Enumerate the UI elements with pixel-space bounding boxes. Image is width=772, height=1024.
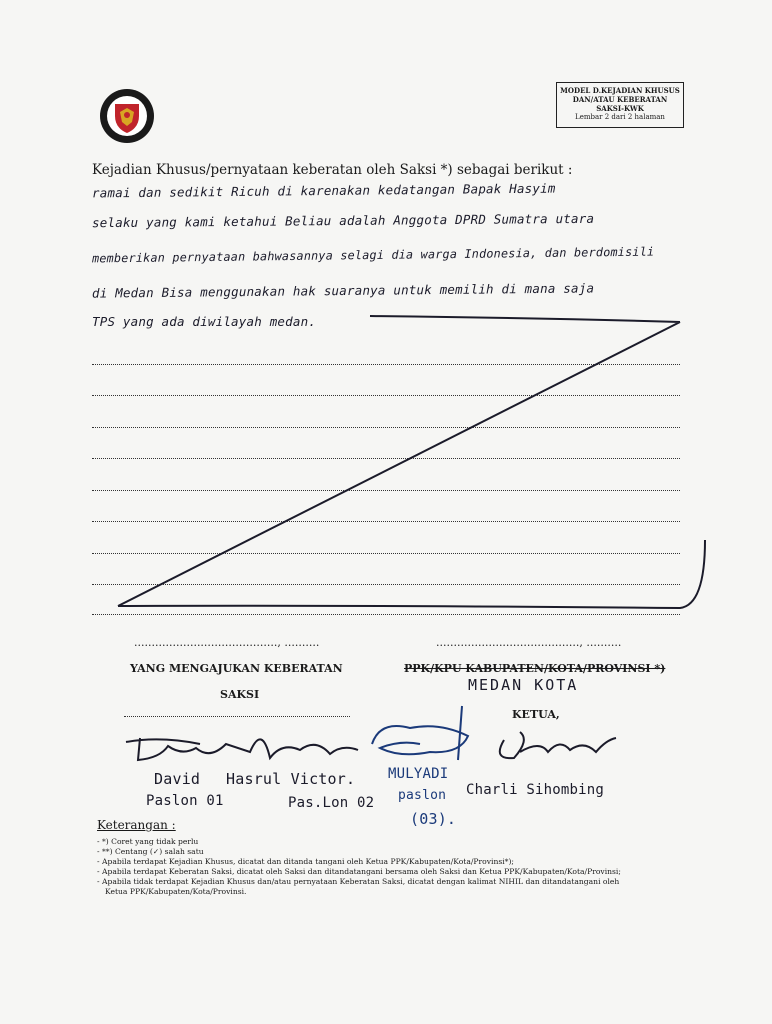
signer-2-name: Hasrul Victor. xyxy=(226,770,356,788)
form-code-line3: SAKSI-KWK xyxy=(596,104,644,113)
objector-title: YANG MENGAJUKAN KEBERATAN xyxy=(130,662,343,675)
note-item: - **) Centang (✓) salah satu xyxy=(97,847,204,856)
form-page-indicator: Lembar 2 dari 2 halaman xyxy=(575,113,665,121)
signer-1-group: Paslon 01 xyxy=(146,793,224,809)
chairman-label: KETUA, xyxy=(512,708,560,721)
note-item: - Apabila tidak terdapat Kejadian Khusus dan/atau pernyataan Keberatan Saksi, dicatat dengan kalimat NIHIL dan ditandatangani oleh xyxy=(97,877,620,886)
form-code-line2: DAN/ATAU KEBERATAN xyxy=(572,95,668,104)
statement-line: di Medan Bisa menggunakan hak suaranya untuk memilih di mana saja xyxy=(91,280,595,301)
statement-line: ramai dan sedikit Ricuh di karenakan kedatangan Bapak Hasyim xyxy=(91,180,556,201)
notes-list xyxy=(97,837,717,897)
right-date-line: ........................................., .......... xyxy=(436,636,622,649)
note-item: - Apabila terdapat Kejadian Khusus, dicatat dan ditanda tangani oleh Ketua PPK/Kabupaten/Kota/Provinsi*); xyxy=(97,857,514,866)
statement-line: TPS yang ada diwilayah medan. xyxy=(92,314,317,329)
statement-heading: Kejadian Khusus/pernyataan keberatan oleh Saksi *) sebagai berikut : xyxy=(92,162,573,178)
left-date-line: ........................................., .......... xyxy=(134,636,320,649)
form-code-line1: MODEL D.KEJADIAN KHUSUS xyxy=(560,86,680,95)
note-item: Ketua PPK/Kabupaten/Kota/Provinsi. xyxy=(105,887,247,896)
statement-line: selaku yang kami ketahui Beliau adalah Anggota DPRD Sumatra utara xyxy=(91,210,595,231)
signature-ketua xyxy=(500,732,616,758)
signature-1 xyxy=(126,738,358,760)
witness-label: SAKSI xyxy=(220,688,260,701)
signer-1-name: David xyxy=(154,770,201,788)
notes-title: Keterangan : xyxy=(97,818,176,832)
statement-line: memberikan pernyataan bahwasannya selagi dia warga Indonesia, dan berdomisili xyxy=(91,244,655,266)
signer-3-name: MULYADI xyxy=(388,766,449,782)
signer-3-number: (03). xyxy=(410,810,457,828)
signer-2-group: Pas.Lon 02 xyxy=(288,795,375,811)
handwritten-location: MEDAN KOTA xyxy=(468,676,579,694)
ketua-name: Charli Sihombing xyxy=(466,782,605,798)
signature-2 xyxy=(372,706,468,760)
signer-3-group: paslon xyxy=(398,788,447,803)
note-item: - Apabila terdapat Keberatan Saksi, dicatat oleh Saksi dan ditandatangani bersama oleh Saksi dan Ketua PPK/Kabupaten/Kota/Provinsi; xyxy=(97,867,621,876)
authority-title: PPK/KPU KABUPATEN/KOTA/PROVINSI *) xyxy=(404,662,666,675)
note-item: - *) Coret yang tidak perlu xyxy=(97,837,199,846)
